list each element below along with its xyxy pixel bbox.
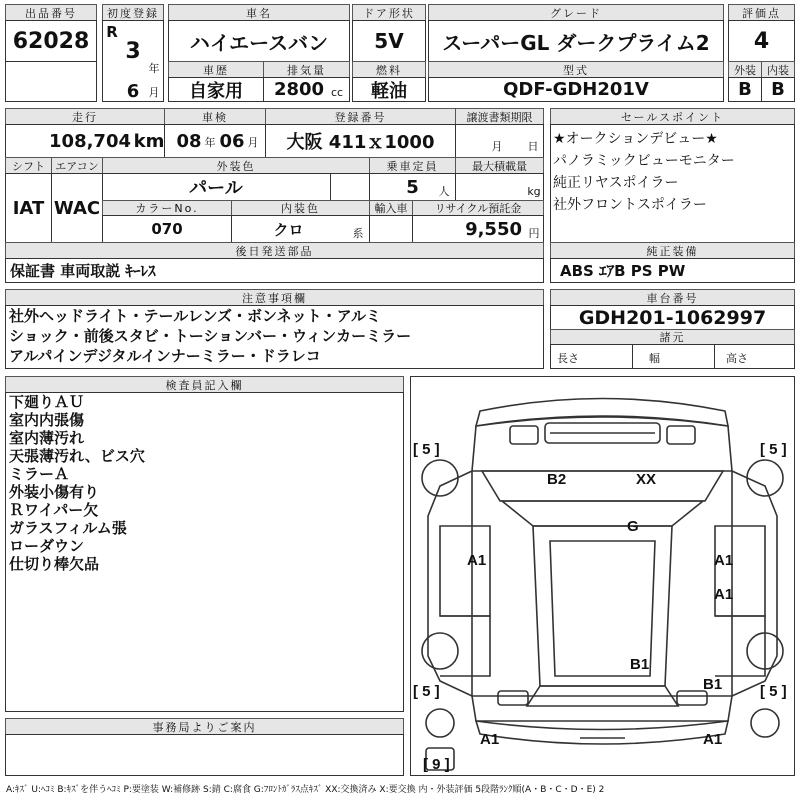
notes-list: [9, 306, 541, 366]
car-diagram: [410, 376, 795, 776]
sales-point: 社外フロントスポイラー: [553, 197, 707, 213]
import-header: 輸入車: [369, 200, 413, 216]
later-parts: 保証書 車両取説 ｷｰﾚｽ: [10, 262, 156, 280]
aircon: WAC: [53, 197, 101, 219]
model-code: QDF-GDH201V: [503, 79, 649, 100]
genuine-header: 純正装備: [550, 242, 795, 259]
mileage: 108,704: [49, 130, 131, 152]
score: 4: [753, 28, 770, 54]
fuel: 軽油: [371, 80, 407, 102]
inspector-note: ミラーＡ: [9, 465, 70, 483]
grade: スーパーGL ダークプライム2: [442, 30, 710, 55]
inspector-note: 天張薄汚れ、ビス穴: [9, 447, 145, 465]
int-color: クロ: [273, 220, 304, 239]
ext-color-header: 外装色: [102, 157, 370, 174]
sales-point: ★オークションデビュー★: [553, 131, 718, 147]
displacement-header: 排気量: [263, 61, 350, 78]
mileage-header: 走行: [5, 108, 165, 125]
fuel-header: 燃料: [352, 61, 426, 78]
recycle-unit: 円: [528, 227, 540, 240]
reg-month: 6: [126, 80, 140, 102]
damage-a1-left: A1: [467, 552, 487, 569]
first-reg-header: 初度登録: [102, 4, 164, 21]
reg-no-header: 登録番号: [265, 108, 456, 125]
inspection-year-unit: 年: [204, 136, 216, 149]
dim-width-label: 幅: [649, 352, 660, 365]
transfer-header: 譲渡書類期限: [455, 108, 544, 125]
capacity: 5: [406, 176, 419, 198]
inspection-year: 08: [176, 130, 202, 152]
office-box: [5, 734, 404, 776]
damage-g: G: [627, 518, 639, 535]
shift-header: シフト: [5, 157, 52, 174]
interior-header: 内装: [761, 61, 795, 78]
model-header: 型式: [428, 61, 724, 78]
inspection-header: 車検: [164, 108, 266, 125]
damage-a1-right-lower: A1: [714, 586, 734, 603]
genuine-equipment: ABS ｴｱB PS PW: [560, 262, 686, 280]
reg-year: 3: [125, 38, 141, 64]
tire-front-right: [ 5 ]: [760, 441, 787, 458]
recycle-header: リサイクル預託金: [412, 200, 544, 216]
damage-xx: XX: [636, 471, 657, 488]
exterior-header: 外装: [728, 61, 762, 78]
damage-b1-center: B1: [630, 656, 650, 673]
tire-spare: [ 9 ]: [423, 756, 450, 773]
history: 自家用: [189, 80, 243, 102]
era: R: [106, 23, 118, 41]
tire-front-left: [ 5 ]: [413, 441, 440, 458]
inspector-note: 室内薄汚れ: [9, 429, 85, 447]
capacity-unit: 人: [438, 185, 450, 198]
reg-year-unit: 年: [148, 62, 160, 75]
note-line: 社外ヘッドライト・テールレンズ・ボンネット・アルミ: [9, 307, 382, 325]
inspection-month-unit: 月: [247, 136, 259, 149]
tire-rear-left: [ 5 ]: [413, 683, 440, 700]
damage-b2: B2: [547, 471, 567, 488]
damage-b1-right: B1: [703, 676, 723, 693]
chassis-header: 車台番号: [550, 289, 795, 306]
inspector-header: 検査員記入欄: [5, 376, 404, 393]
legend: A:ｷｽﾞ U:ﾍｺﾐ B:ｷｽﾞを伴うﾍｺﾐ P:要塗装 W:補修跡 S:錆 C:腐食 G:ﾌﾛﾝﾄｶﾞﾗｽ点ｷｽﾞ XX:交換済み X:要交換 内・外装評価 5段階ﾗﾝｸ順(A・B・C・D・E) 2: [6, 784, 605, 795]
history-header: 車歴: [168, 61, 264, 78]
inspection-month: 06: [219, 130, 245, 152]
displacement-unit: cc: [330, 85, 344, 99]
reg-number: 大阪 411ｘ1000: [286, 132, 435, 153]
damage-a1-right-upper: A1: [714, 552, 734, 569]
tire-rear-right: [ 5 ]: [760, 683, 787, 700]
sales-point: 純正リヤスポイラー: [553, 175, 679, 191]
inspector-notes-list: [9, 393, 399, 573]
color-no: 070: [151, 220, 183, 238]
car-name-header: 車名: [168, 4, 350, 21]
inspector-note: 室内内張傷: [9, 411, 85, 429]
mileage-unit: km: [134, 130, 164, 152]
max-load-header: 最大積載量: [455, 157, 544, 174]
sales-points-header: セールスポイント: [550, 108, 795, 125]
ext-color: パール: [189, 178, 243, 199]
reg-month-unit: 月: [148, 86, 160, 99]
import-box: [369, 215, 413, 243]
notes-header: 注意事項欄: [5, 289, 544, 306]
lot-header: 出品番号: [5, 4, 97, 21]
dims-header: 諸元: [550, 329, 795, 345]
dim-height-label: 高さ: [726, 352, 748, 365]
recycle-fee: 9,550: [465, 218, 522, 240]
inspector-note: ガラスフィルム張: [9, 519, 127, 537]
grade-header: グレード: [428, 4, 724, 21]
door-header: ドア形状: [352, 4, 426, 21]
ext-color-sub-box: [330, 173, 370, 201]
interior-grade: B: [771, 79, 785, 100]
note-line: ショック・前後スタビ・トーションバー・ウィンカーミラー: [9, 327, 412, 345]
damage-a1-bottom-left: A1: [480, 731, 500, 748]
inspector-note: Ｒワイパー欠: [9, 501, 99, 519]
inspector-note: 仕切り棒欠品: [9, 555, 100, 573]
displacement: 2800: [273, 79, 325, 100]
exterior-grade: B: [738, 79, 752, 100]
lot-number: 62028: [12, 28, 90, 54]
capacity-header: 乗車定員: [369, 157, 456, 174]
sales-points-list: [553, 128, 793, 216]
car-name: ハイエースバン: [189, 30, 329, 55]
aircon-header: エアコン: [51, 157, 103, 174]
note-line: アルパインデジタルインナーミラー・ドラレコ: [9, 347, 321, 365]
damage-a1-bottom-right: A1: [703, 731, 723, 748]
shift: IAT: [12, 197, 45, 219]
inspector-note: 下廻りＡＵ: [9, 393, 85, 411]
office-header: 事務局よりご案内: [5, 718, 404, 735]
transfer-month-unit: 月: [491, 140, 503, 153]
inspector-note: ローダウン: [9, 537, 85, 555]
later-parts-header: 後日発送部品: [5, 242, 544, 259]
max-load-unit: kg: [527, 184, 541, 198]
sales-point: パノラミックビューモニター: [553, 153, 735, 169]
score-header: 評価点: [728, 4, 795, 21]
dim-length-label: 長さ: [557, 352, 579, 365]
door-type: 5V: [374, 29, 404, 53]
transfer-day-unit: 日: [527, 140, 539, 153]
inspector-note: 外装小傷有り: [9, 483, 100, 501]
lot-blank-cell: [5, 61, 97, 102]
int-color-unit: 系: [352, 227, 364, 240]
int-color-header: 内装色: [231, 200, 370, 216]
color-no-header: カラーNo.: [102, 200, 232, 216]
chassis-number: GDH201-1062997: [578, 306, 767, 329]
